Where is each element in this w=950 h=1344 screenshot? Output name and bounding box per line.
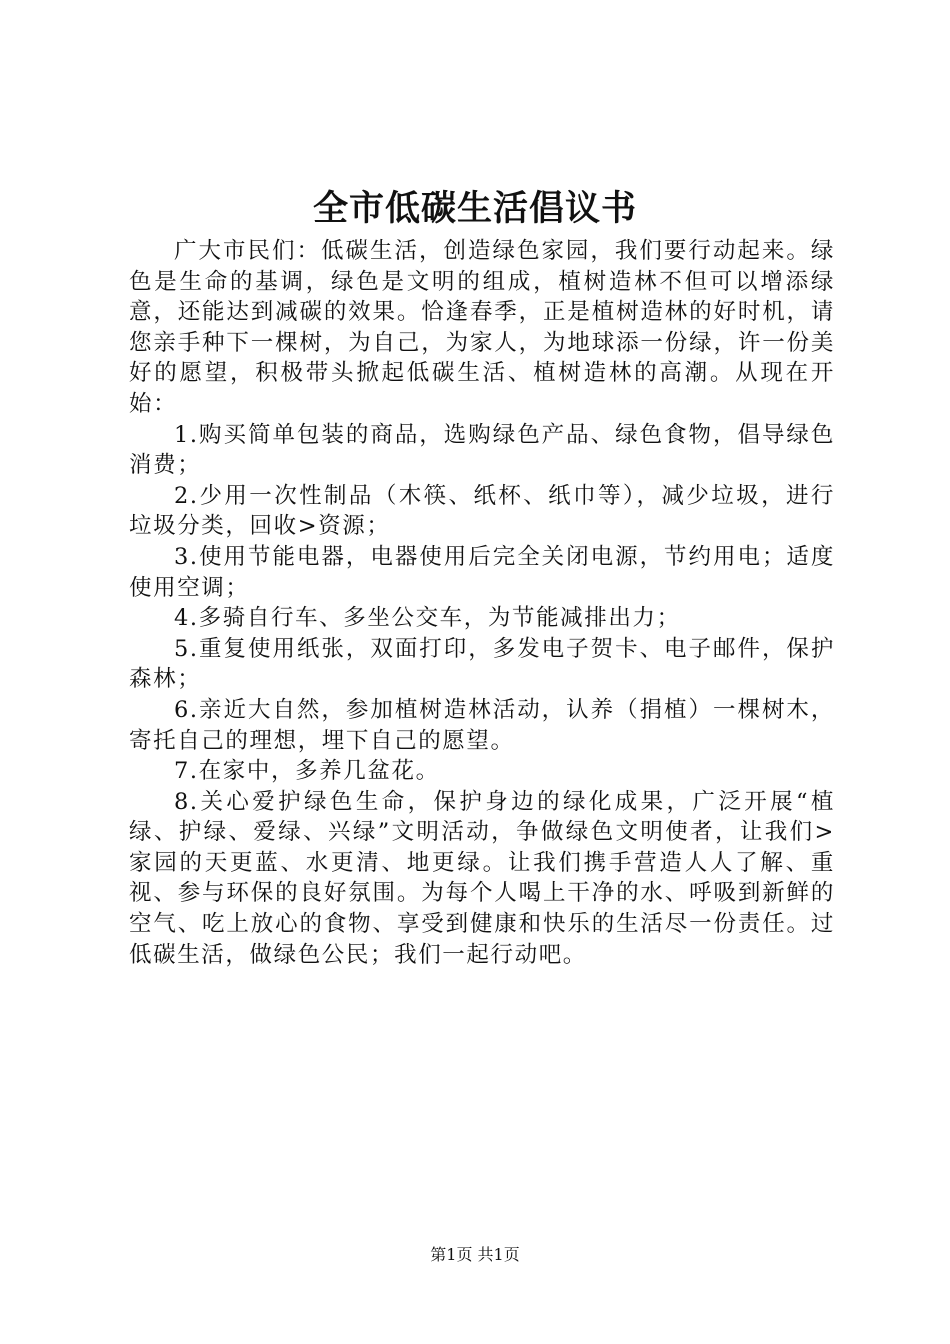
document-body — [129, 236, 835, 970]
list-item-8: 8.关心爱护绿色生命，保护身边的绿化成果，广泛开展“植绿、护绿、爱绿、兴绿”文明活动，争做绿色文明使者，让我们>家园的天更蓝、水更清、地更绿。让我们携手营造人人了解、重视、参与环保的良好氛围。为每个人喝上干净的水、呼吸到新鲜的空气、吃上放心的食物、享受到健康和快乐的生活尽一份责任。过低碳生活，做绿色公民；我们一起行动吧。 — [129, 788, 835, 968]
list-item-5: 5.重复使用纸张，双面打印，多发电子贺卡、电子邮件，保护森林； — [129, 635, 835, 693]
list-item-7: 7.在家中，多养几盆花。 — [174, 758, 440, 785]
intro-paragraph: 广大市民们：低碳生活，创造绿色家园，我们要行动起来。绿色是生命的基调，绿色是文明的组成，植树造林不但可以增添绿意，还能达到减碳的效果。恰逢春季，正是植树造林的好时机，请您亲手种下一棵树，为自己，为家人，为地球添一份绿，许一份美好的愿望，积极带头掀起低碳生活、植树造林的高潮。从现在开始： — [129, 238, 835, 417]
list-item-3: 3.使用节能电器，电器使用后完全关闭电源，节约用电；适度使用空调； — [129, 543, 835, 601]
list-item-4: 4.多骑自行车、多坐公交车，为节能减排出力； — [174, 605, 681, 632]
page-footer: 第1页 共1页 — [430, 1245, 520, 1264]
list-item-6: 6.亲近大自然，参加植树造林活动，认养（捐植）一棵树木，寄托自己的理想，埋下自己的愿望。 — [129, 696, 835, 754]
list-item-2: 2.少用一次性制品（木筷、纸杯、纸巾等），减少垃圾，进行垃圾分类，回收>资源； — [129, 482, 835, 540]
list-item-1: 1.购买简单包装的商品，选购绿色产品、绿色食物，倡导绿色消费； — [129, 421, 835, 479]
document-title: 全市低碳生活倡议书 — [312, 188, 637, 229]
